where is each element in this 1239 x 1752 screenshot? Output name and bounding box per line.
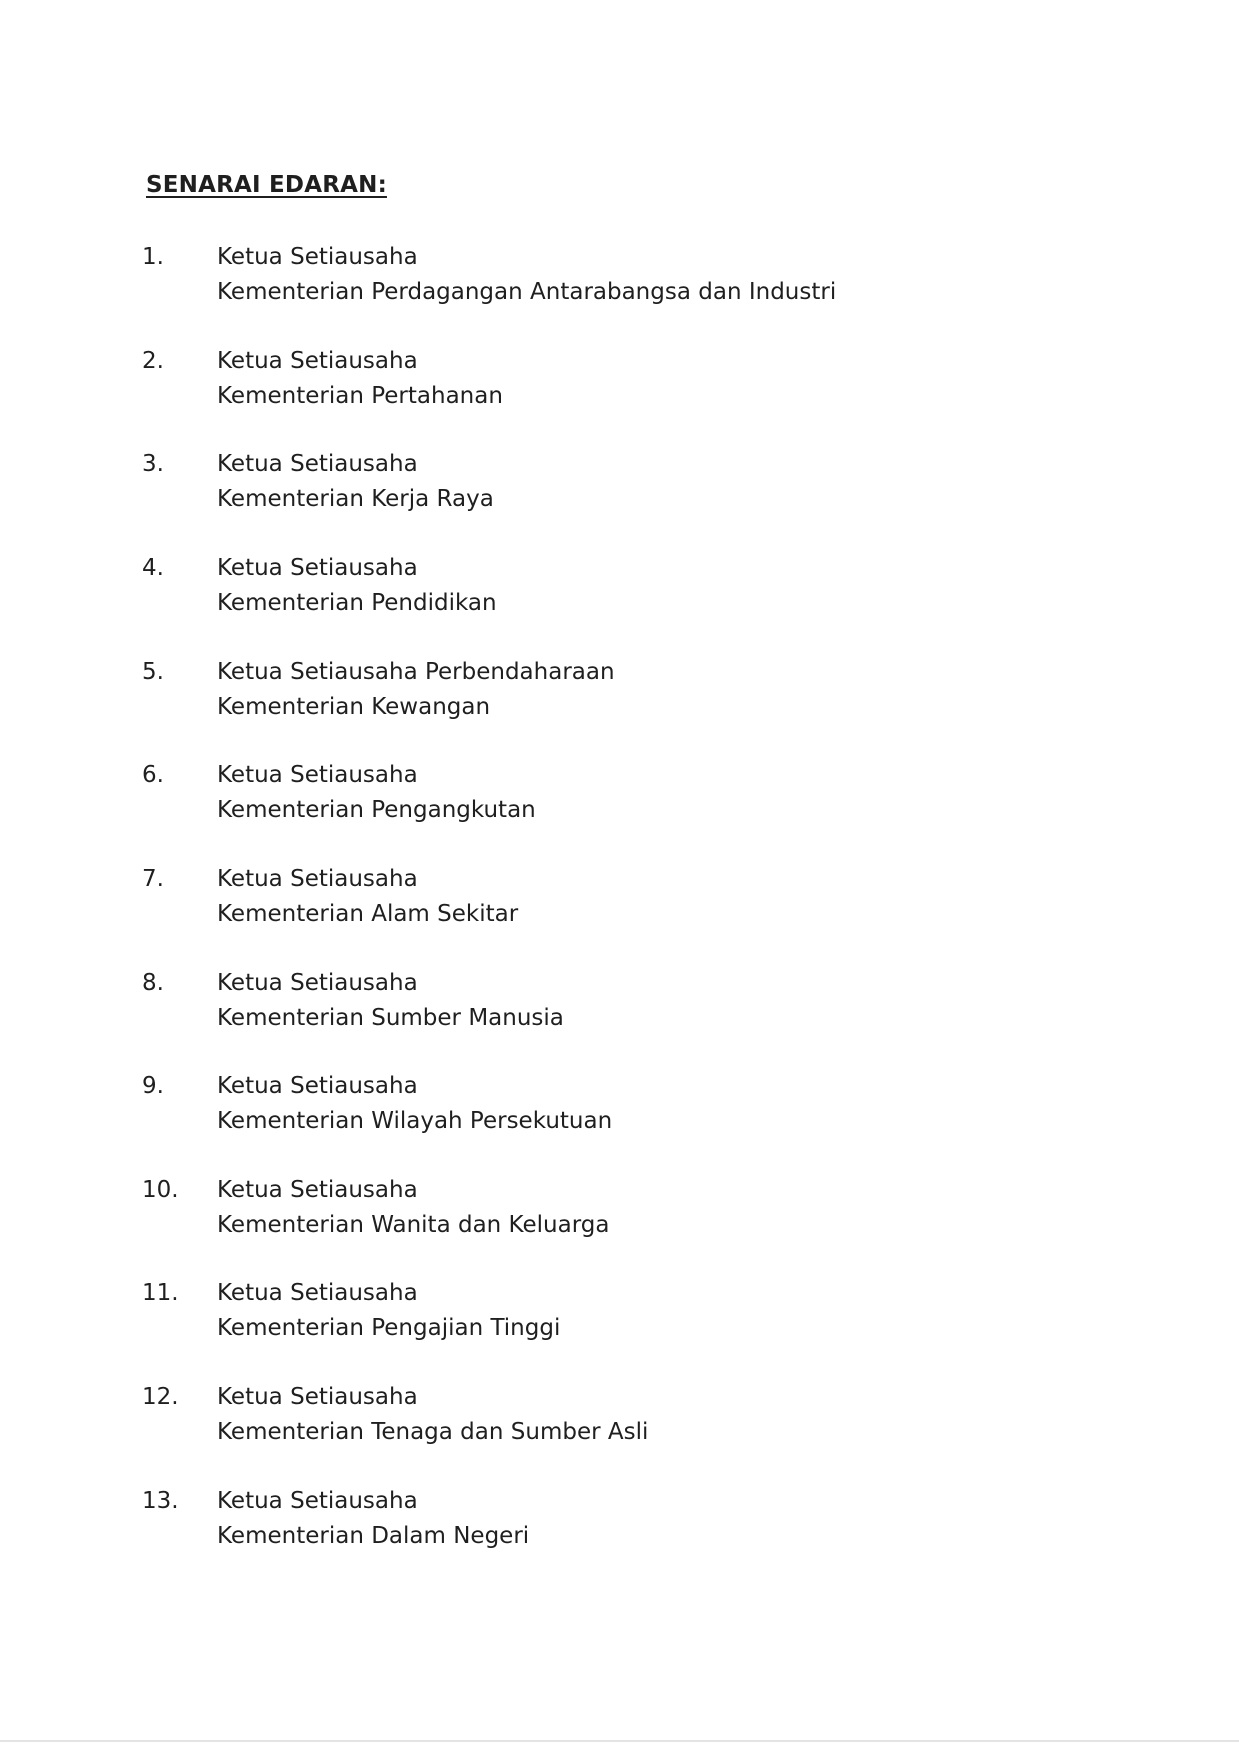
item-organization: Kementerian Tenaga dan Sumber Asli <box>217 1419 649 1445</box>
item-number: 11. <box>142 1280 179 1306</box>
item-number: 8. <box>142 970 164 996</box>
item-title: Ketua Setiausaha <box>217 348 418 374</box>
item-title: Ketua Setiausaha <box>217 1384 418 1410</box>
item-title: Ketua Setiausaha <box>217 866 418 892</box>
item-organization: Kementerian Pengangkutan <box>217 797 536 823</box>
item-title: Ketua Setiausaha <box>217 970 418 996</box>
item-number: 3. <box>142 451 164 477</box>
item-organization: Kementerian Dalam Negeri <box>217 1523 530 1549</box>
item-organization: Kementerian Alam Sekitar <box>217 901 519 927</box>
item-title: Ketua Setiausaha <box>217 1073 418 1099</box>
item-number: 13. <box>142 1488 179 1514</box>
item-number: 2. <box>142 348 164 374</box>
page-title: SENARAI EDARAN: <box>146 172 387 198</box>
item-title: Ketua Setiausaha <box>217 1280 418 1306</box>
item-number: 9. <box>142 1073 164 1099</box>
item-number: 1. <box>142 244 164 270</box>
item-number: 12. <box>142 1384 179 1410</box>
item-title: Ketua Setiausaha <box>217 244 418 270</box>
item-organization: Kementerian Kerja Raya <box>217 486 494 512</box>
item-number: 10. <box>142 1177 179 1203</box>
item-organization: Kementerian Sumber Manusia <box>217 1005 564 1031</box>
item-organization: Kementerian Kewangan <box>217 694 491 720</box>
item-number: 4. <box>142 555 164 581</box>
item-organization: Kementerian Wanita dan Keluarga <box>217 1212 610 1238</box>
item-title: Ketua Setiausaha <box>217 1488 418 1514</box>
item-title: Ketua Setiausaha <box>217 762 418 788</box>
item-organization: Kementerian Pengajian Tinggi <box>217 1315 561 1341</box>
item-organization: Kementerian Pertahanan <box>217 383 503 409</box>
item-organization: Kementerian Wilayah Persekutuan <box>217 1108 613 1134</box>
item-number: 6. <box>142 762 164 788</box>
item-title: Ketua Setiausaha Perbendaharaan <box>217 659 615 685</box>
scan-edge-line <box>0 1740 1239 1742</box>
item-title: Ketua Setiausaha <box>217 451 418 477</box>
item-number: 7. <box>142 866 164 892</box>
item-title: Ketua Setiausaha <box>217 1177 418 1203</box>
item-number: 5. <box>142 659 164 685</box>
item-title: Ketua Setiausaha <box>217 555 418 581</box>
item-organization: Kementerian Pendidikan <box>217 590 497 616</box>
item-organization: Kementerian Perdagangan Antarabangsa dan Industri <box>217 279 837 305</box>
